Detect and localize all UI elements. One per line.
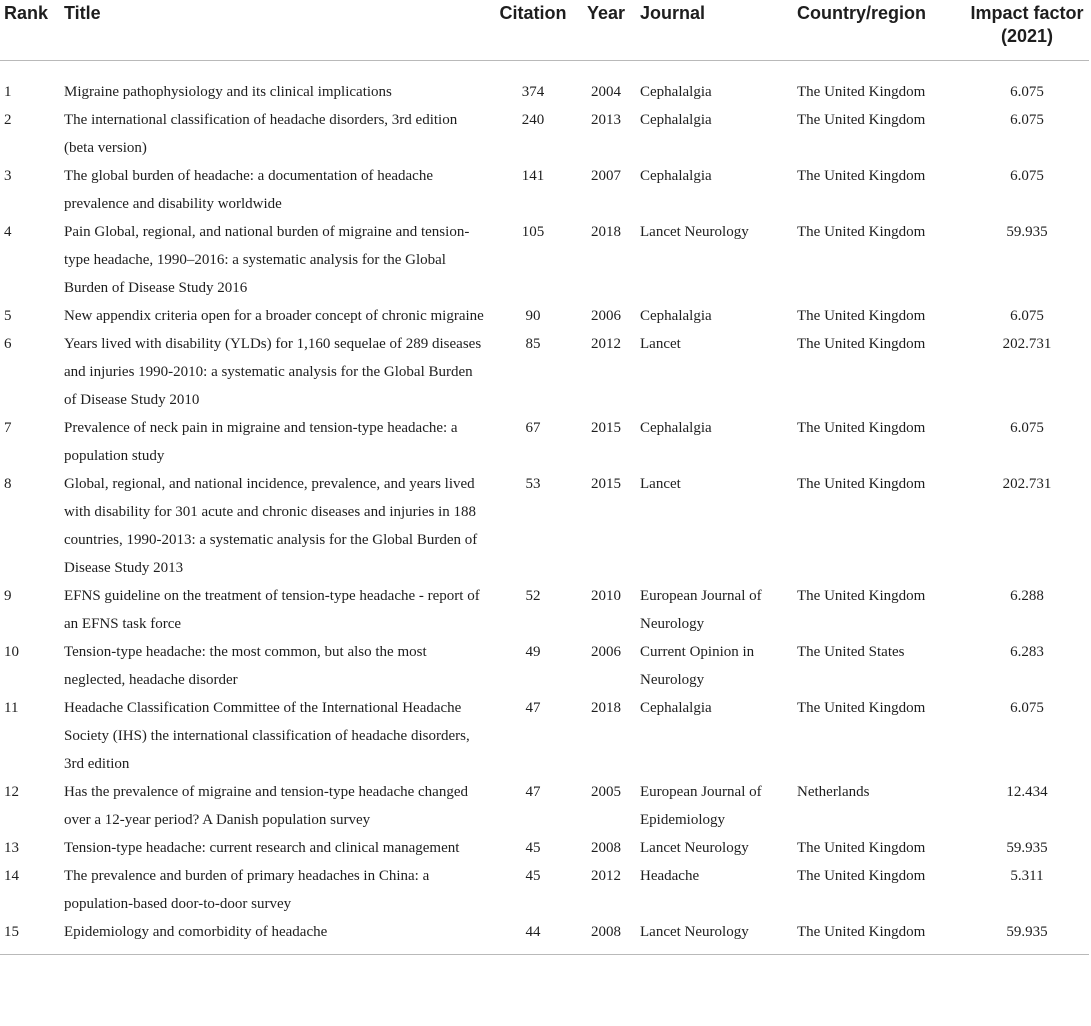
cell-year: 2007 bbox=[591, 167, 621, 184]
cell-year: 2018 bbox=[591, 699, 621, 716]
cell-journal: Cephalalgia bbox=[640, 307, 712, 324]
cell-year: 2008 bbox=[591, 839, 621, 856]
table-row bbox=[0, 470, 1089, 582]
cell-country: The United Kingdom bbox=[797, 223, 926, 240]
cell-rank: 13 bbox=[4, 839, 19, 856]
cell-title: Headache Classification Committee of the International Headache Society (IHS) the international classification of headache disorders, 3rd edition bbox=[64, 699, 470, 772]
cell-rank: 15 bbox=[0, 918, 60, 955]
cell-title: Pain Global, regional, and national burden of migraine and tension-type headache, 1990–2016: a systematic analysis for the Global Burden of Disease Study 2016 bbox=[64, 223, 470, 296]
cell-rank: 10 bbox=[4, 643, 19, 660]
cell-impact-factor: 202.731 bbox=[1002, 475, 1052, 492]
cell-rank: 6 bbox=[4, 335, 12, 352]
header-citation: Citation bbox=[490, 0, 576, 60]
cell-impact-factor: 6.075 bbox=[1010, 167, 1044, 184]
table-row bbox=[0, 918, 1089, 955]
cell-title: The international classification of headache disorders, 3rd edition (beta version) bbox=[64, 111, 458, 156]
cell-impact-factor: 59.935 bbox=[965, 918, 1089, 955]
table-row bbox=[0, 302, 1089, 330]
cell-impact-factor: 5.311 bbox=[1010, 867, 1044, 884]
cell-journal: Lancet bbox=[640, 475, 681, 492]
cell-journal: Lancet Neurology bbox=[640, 839, 749, 856]
cell-title: The prevalence and burden of primary headaches in China: a population-based door-to-door survey bbox=[64, 867, 430, 912]
cell-title: Epidemiology and comorbidity of headache bbox=[60, 918, 490, 955]
cell-country: The United Kingdom bbox=[797, 699, 926, 716]
cell-journal: Cephalalgia bbox=[640, 111, 712, 128]
cell-rank: 5 bbox=[4, 307, 12, 324]
cell-title: Has the prevalence of migraine and tension-type headache changed over a 12-year period? A Danish population survey bbox=[64, 783, 468, 828]
cell-rank: 7 bbox=[4, 419, 12, 436]
cell-country: The United Kingdom bbox=[797, 335, 926, 352]
cell-journal: European Journal of Epidemiology bbox=[640, 783, 762, 828]
cell-citation: 52 bbox=[525, 587, 541, 604]
cell-impact-factor: 6.075 bbox=[1010, 83, 1044, 100]
header-country: Country/region bbox=[793, 0, 965, 60]
cell-rank: 2 bbox=[4, 111, 12, 128]
table-row bbox=[0, 60, 1089, 106]
cell-citation: 374 bbox=[521, 83, 545, 100]
cell-year: 2018 bbox=[591, 223, 621, 240]
cell-title: Tension-type headache: current research and clinical management bbox=[64, 839, 460, 856]
cell-country: The United Kingdom bbox=[797, 83, 926, 100]
cell-country: The United Kingdom bbox=[797, 587, 926, 604]
cell-citation: 44 bbox=[490, 918, 576, 955]
table-row bbox=[0, 582, 1089, 638]
cell-title: Global, regional, and national incidence, prevalence, and years lived with disability for 301 acute and chronic diseases and injuries in 188 countries, 1990-2013: a systematic analysis for the Global Burden of Disease Study 2013 bbox=[64, 475, 478, 576]
cell-journal: Current Opinion in Neurology bbox=[640, 643, 755, 688]
cell-impact-factor: 6.075 bbox=[1010, 307, 1044, 324]
cell-citation: 90 bbox=[525, 307, 541, 324]
cell-journal: Lancet Neurology bbox=[640, 223, 749, 240]
cell-year: 2006 bbox=[591, 643, 621, 660]
cell-year: 2010 bbox=[591, 587, 621, 604]
cell-rank: 3 bbox=[4, 167, 12, 184]
cell-journal: Cephalalgia bbox=[640, 83, 712, 100]
cell-country: The United Kingdom bbox=[797, 167, 926, 184]
cell-rank: 1 bbox=[4, 83, 12, 100]
cell-journal: European Journal of Neurology bbox=[640, 587, 762, 632]
cell-journal: Lancet Neurology bbox=[636, 918, 793, 955]
cell-country: The United Kingdom bbox=[797, 111, 926, 128]
table-row bbox=[0, 106, 1089, 162]
table-header-row bbox=[0, 0, 1089, 60]
table-body bbox=[0, 60, 1089, 954]
cell-citation: 141 bbox=[521, 167, 545, 184]
cell-citation: 45 bbox=[525, 839, 541, 856]
cell-journal: Cephalalgia bbox=[640, 419, 712, 436]
cell-country: The United Kingdom bbox=[793, 918, 965, 955]
cell-citation: 45 bbox=[525, 867, 541, 884]
cell-journal: Lancet bbox=[640, 335, 681, 352]
cell-year: 2004 bbox=[591, 83, 621, 100]
cell-impact-factor: 59.935 bbox=[1006, 839, 1048, 856]
cell-country: The United Kingdom bbox=[797, 867, 926, 884]
cell-citation: 47 bbox=[525, 699, 541, 716]
cell-impact-factor: 6.075 bbox=[1010, 699, 1044, 716]
cell-rank: 14 bbox=[4, 867, 19, 884]
cell-title: New appendix criteria open for a broader concept of chronic migraine bbox=[64, 307, 484, 324]
cell-rank: 8 bbox=[4, 475, 12, 492]
table-row bbox=[0, 638, 1089, 694]
table-row bbox=[0, 218, 1089, 302]
cell-citation: 53 bbox=[525, 475, 541, 492]
cell-rank: 12 bbox=[4, 783, 19, 800]
cell-rank: 9 bbox=[4, 587, 12, 604]
table-row bbox=[0, 834, 1089, 862]
cell-impact-factor: 6.075 bbox=[1010, 111, 1044, 128]
cell-journal: Cephalalgia bbox=[640, 699, 712, 716]
cell-citation: 47 bbox=[525, 783, 541, 800]
header-title: Title bbox=[60, 0, 490, 60]
cell-year: 2008 bbox=[576, 918, 636, 955]
cell-year: 2005 bbox=[591, 783, 621, 800]
cell-impact-factor: 202.731 bbox=[1002, 335, 1052, 352]
cell-title: Tension-type headache: the most common, but also the most neglected, headache disorder bbox=[64, 643, 427, 688]
cell-journal: Headache bbox=[640, 867, 700, 884]
cell-impact-factor: 12.434 bbox=[1006, 783, 1048, 800]
cell-impact-factor: 6.288 bbox=[1010, 587, 1044, 604]
cell-citation: 85 bbox=[525, 335, 541, 352]
table-row bbox=[0, 778, 1089, 834]
cell-country: The United Kingdom bbox=[797, 475, 926, 492]
cell-year: 2006 bbox=[591, 307, 621, 324]
cell-year: 2013 bbox=[591, 111, 621, 128]
cell-title: Migraine pathophysiology and its clinical implications bbox=[64, 83, 392, 100]
cell-country: The United Kingdom bbox=[797, 307, 926, 324]
header-rank: Rank bbox=[0, 0, 60, 60]
cell-country: The United Kingdom bbox=[797, 839, 926, 856]
cell-title: EFNS guideline on the treatment of tension-type headache - report of an EFNS task force bbox=[64, 587, 480, 632]
table-row bbox=[0, 862, 1089, 918]
cell-rank: 11 bbox=[4, 699, 19, 716]
table-row bbox=[0, 330, 1089, 414]
cell-title: Years lived with disability (YLDs) for 1,160 sequelae of 289 diseases and injuries 1990-2010: a systematic analysis for the Global Burden of Disease Study 2010 bbox=[64, 335, 482, 408]
cell-year: 2015 bbox=[591, 475, 621, 492]
cell-rank: 4 bbox=[4, 223, 12, 240]
cell-title: The global burden of headache: a documentation of headache prevalence and disability worldwide bbox=[64, 167, 434, 212]
cell-country: Netherlands bbox=[797, 783, 870, 800]
table-row bbox=[0, 414, 1089, 470]
cell-impact-factor: 59.935 bbox=[1006, 223, 1048, 240]
cell-impact-factor: 6.283 bbox=[1010, 643, 1044, 660]
cell-impact-factor: 6.075 bbox=[1010, 419, 1044, 436]
cell-citation: 105 bbox=[521, 223, 545, 240]
header-year: Year bbox=[576, 0, 636, 60]
header-journal: Journal bbox=[636, 0, 793, 60]
cell-year: 2012 bbox=[591, 867, 621, 884]
header-impact-factor: Impact factor (2021) bbox=[965, 0, 1089, 60]
cell-citation: 49 bbox=[525, 643, 541, 660]
table-row bbox=[0, 162, 1089, 218]
cell-country: The United Kingdom bbox=[797, 419, 926, 436]
cell-title: Prevalence of neck pain in migraine and tension-type headache: a population study bbox=[64, 419, 458, 464]
cell-year: 2012 bbox=[591, 335, 621, 352]
cell-citation: 240 bbox=[521, 111, 545, 128]
cell-country: The United States bbox=[797, 643, 905, 660]
cell-journal: Cephalalgia bbox=[640, 167, 712, 184]
cell-year: 2015 bbox=[591, 419, 621, 436]
cell-citation: 67 bbox=[525, 419, 541, 436]
table-row bbox=[0, 694, 1089, 778]
